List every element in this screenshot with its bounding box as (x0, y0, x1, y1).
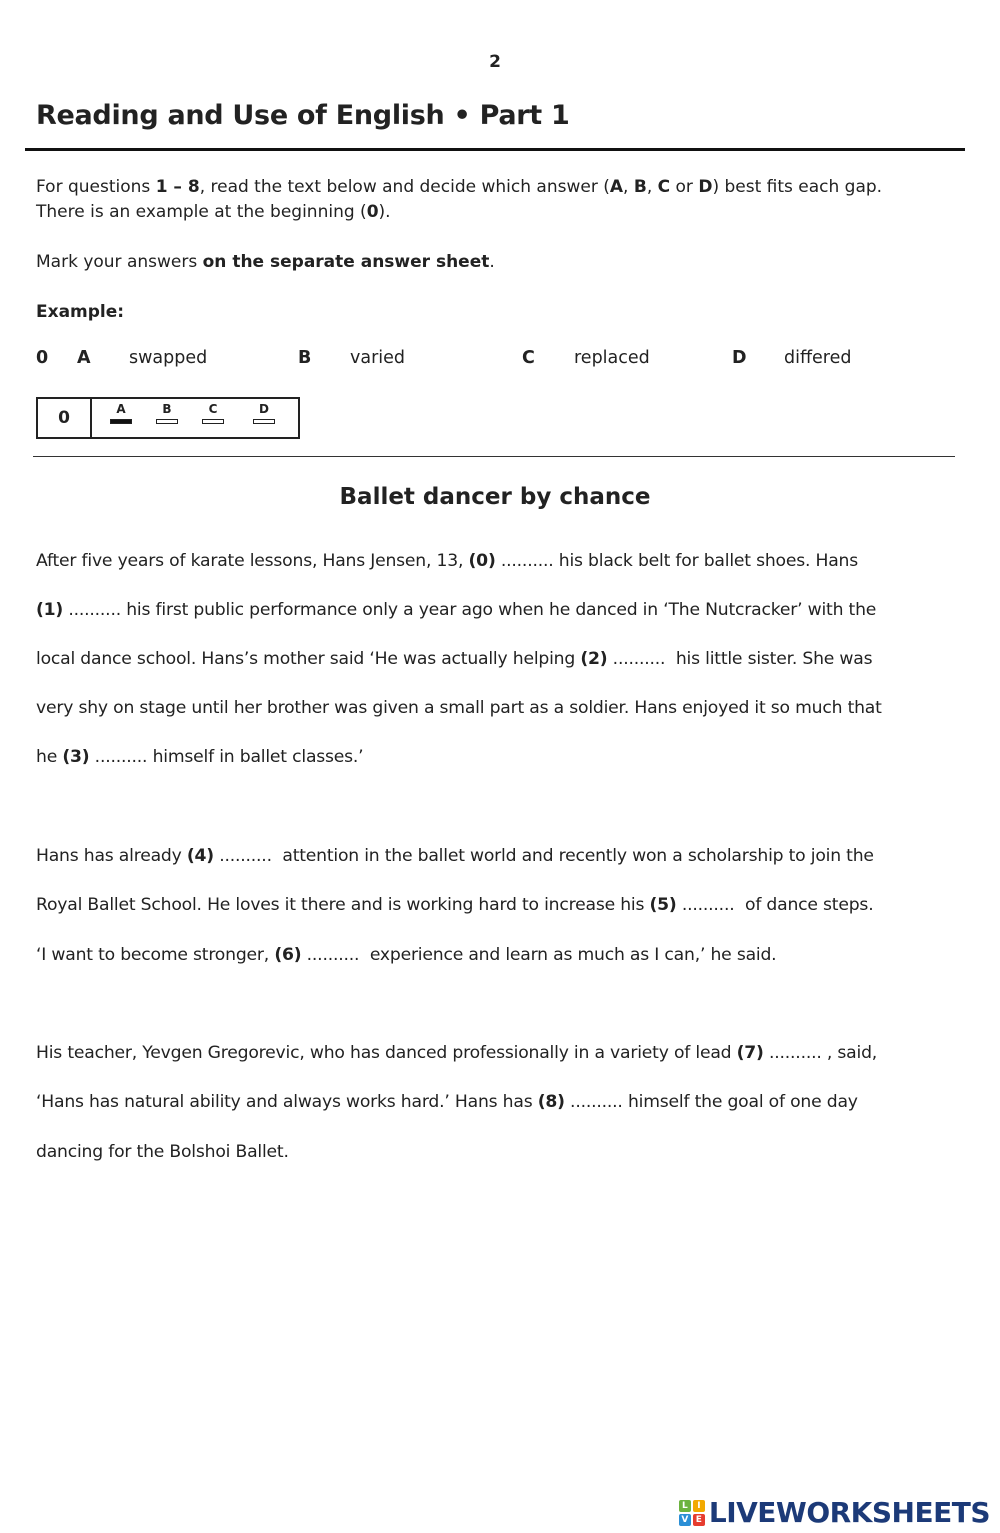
answer-mark-filled (110, 419, 132, 424)
answer-mark-empty (202, 419, 224, 424)
passage-line (36, 698, 882, 718)
logo-block: V (679, 1514, 691, 1526)
text-segment: .......... experience and learn as much as I can,’ he said. (301, 945, 777, 965)
option-text-c: replaced (574, 348, 650, 368)
instructions (36, 175, 976, 225)
text-segment: ) best fits each gap. (712, 177, 883, 197)
option-letter-b: B (298, 348, 312, 368)
text-segment: very shy on stage until her brother was given a small part as a soldier. Hans enjoyed it so much that (36, 698, 882, 718)
answer-cell-d (249, 402, 279, 424)
answer-letter: A (116, 402, 126, 416)
example-label: Example: (36, 302, 125, 322)
answer-cell-a (106, 402, 136, 424)
option-text-a: swapped (129, 348, 208, 368)
gap-number: (2) (580, 649, 608, 669)
text-segment: ‘I want to become stronger, (36, 945, 275, 965)
text-segment: After five years of karate lessons, Hans Jensen, 13, (36, 551, 469, 571)
passage-line (36, 551, 858, 571)
passage-line (36, 895, 873, 915)
gap-number: D (698, 177, 713, 197)
gap-number: 0 (366, 202, 379, 222)
gap-number: (4) (186, 846, 214, 866)
logo-block: E (693, 1514, 705, 1526)
gap-number: (1) (36, 600, 64, 620)
answer-mark-empty (253, 419, 275, 424)
section-divider (33, 456, 955, 457)
text-segment: dancing for the Bolshoi Ballet. (36, 1142, 289, 1162)
page-number: 2 (489, 52, 501, 72)
gap-number: (7) (736, 1043, 764, 1063)
gap-number: (8) (537, 1092, 565, 1112)
option-letter-d: D (732, 348, 747, 368)
gap-number: A (609, 177, 624, 197)
gap-number: on the separate answer sheet (202, 252, 490, 272)
option-text-b: varied (350, 348, 406, 368)
text-segment: .......... his black belt for ballet shoes. Hans (495, 551, 858, 571)
text-segment: .......... his first public performance only a year ago when he danced in ‘The Nutcracker’ with the (63, 600, 877, 620)
text-segment: .......... himself the goal of one day (564, 1092, 858, 1112)
gap-number: (6) (274, 945, 302, 965)
gap-number: C (657, 177, 671, 197)
text-segment: For questions (36, 177, 156, 197)
answer-box-number: 0 (38, 399, 92, 437)
option-letter-a: A (77, 348, 91, 368)
gap-number: (0) (468, 551, 496, 571)
answer-letter: D (259, 402, 269, 416)
gap-number: 1 – 8 (155, 177, 200, 197)
instruction-line (36, 175, 976, 200)
passage-heading: Ballet dancer by chance (339, 484, 651, 510)
title-divider (25, 148, 965, 151)
gap-number: (3) (62, 747, 90, 767)
answer-cell-c (198, 402, 228, 424)
logo-text: LIVEWORKSHEETS (708, 1496, 990, 1529)
liveworksheets-logo (679, 1496, 990, 1529)
passage-line (36, 649, 872, 669)
passage-line (36, 1043, 877, 1063)
option-letter-c: C (522, 348, 535, 368)
passage-line (36, 1142, 289, 1162)
text-segment: .......... his little sister. She was (607, 649, 873, 669)
text-segment: , (623, 177, 634, 197)
example-answer-box (36, 397, 300, 439)
gap-number: B (633, 177, 647, 197)
text-segment: he (36, 747, 63, 767)
option-text-d: differed (784, 348, 852, 368)
text-segment: .......... of dance steps. (676, 895, 874, 915)
example-number: 0 (36, 348, 49, 368)
text-segment: His teacher, Yevgen Gregorevic, who has danced professionally in a variety of lead (36, 1043, 737, 1063)
text-segment: or (670, 177, 699, 197)
text-segment: . (489, 252, 495, 272)
instruction-line (36, 200, 976, 225)
logo-blocks-icon (679, 1500, 705, 1526)
text-segment: Hans has already (36, 846, 187, 866)
text-segment: ‘Hans has natural ability and always works hard.’ Hans has (36, 1092, 538, 1112)
answer-cell-b (152, 402, 182, 424)
text-segment: Mark your answers (36, 252, 203, 272)
logo-block: I (693, 1500, 705, 1512)
text-segment: There is an example at the beginning ( (36, 202, 367, 222)
text-segment: Royal Ballet School. He loves it there and is working hard to increase his (36, 895, 650, 915)
text-segment: .......... himself in ballet classes.’ (89, 747, 364, 767)
text-segment: , read the text below and decide which answer ( (199, 177, 610, 197)
text-segment: ). (378, 202, 391, 222)
text-segment: , (646, 177, 658, 197)
gap-number: (5) (649, 895, 677, 915)
answer-mark-empty (156, 419, 178, 424)
text-segment: .......... attention in the ballet world and recently won a scholarship to join the (213, 846, 874, 866)
passage-line (36, 747, 363, 767)
passage-line (36, 1092, 858, 1112)
text-segment: local dance school. Hans’s mother said ‘He was actually helping (36, 649, 581, 669)
instruction-mark-answers (36, 250, 976, 275)
logo-block: L (679, 1500, 691, 1512)
passage-line (36, 846, 874, 866)
passage-line (36, 945, 776, 965)
passage-line (36, 600, 876, 620)
section-title: Reading and Use of English • Part 1 (36, 100, 570, 131)
answer-letter: C (208, 402, 218, 416)
text-segment: .......... , said, (763, 1043, 878, 1063)
answer-letter: B (162, 402, 172, 416)
